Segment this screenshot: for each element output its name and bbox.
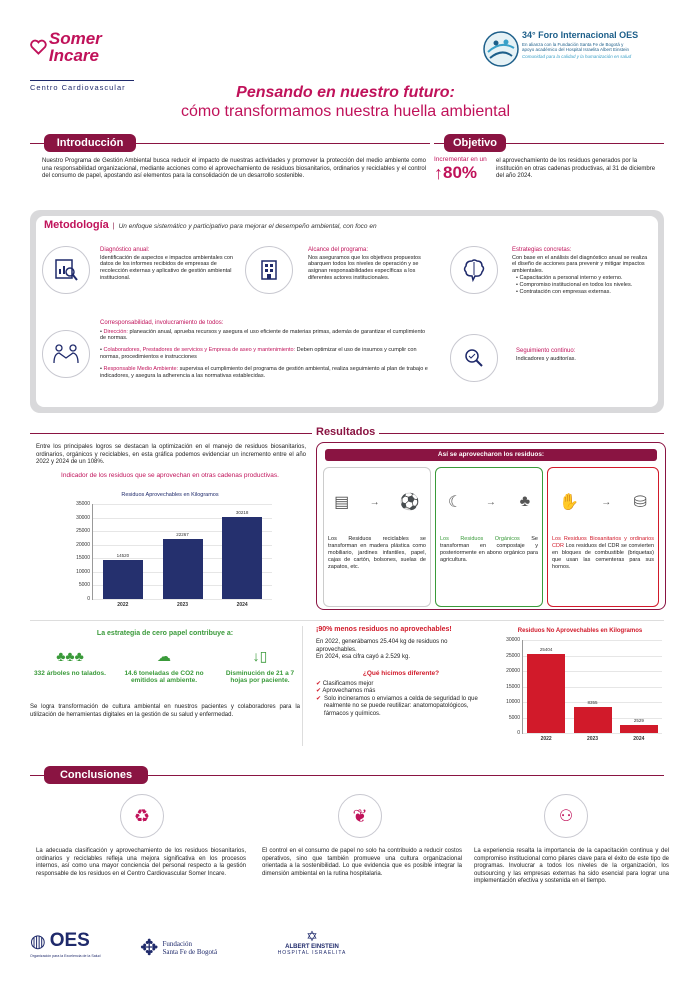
chart-no-aprovechables xyxy=(492,628,668,746)
y-tick-label: 0 xyxy=(87,596,90,602)
chart1-title: Residuos Aprovechables en Kilogramos xyxy=(121,492,219,498)
somer-logo xyxy=(30,29,150,92)
stat-sheets: Disminución de 21 a 7 hojas por paciente. xyxy=(225,670,295,684)
brain-icon xyxy=(450,246,498,294)
oes-globe-icon: ◍ xyxy=(30,931,46,951)
fertilizer-icon: ♣ xyxy=(519,493,531,510)
strat-item: • Contratación con empresas externas. xyxy=(516,288,611,295)
fsfb-logo: ✥ Fundación Santa Fe de Bogotá xyxy=(140,935,218,960)
training-icon: ⚇ xyxy=(544,794,588,838)
objective-text: el aprovechamiento de los residuos generados por la institución en otras cadenas productivas, al 31 de diciembre del año 2024. xyxy=(496,158,656,179)
intro-text: Nuestro Programa de Gestión Ambiental busca reducir el impacto de nuestras actividades y promover la protección del medio ambiente como una responsabilidad organizacional, mediante acciones como el aprovechamiento de residuos biosanitarios, ordinarios y reciclables y el control del consumo de papel, apostando así elementos para la consolidación de un desarrollo sostenible. xyxy=(42,158,426,179)
forum-line1: En alianza con la Fundación Santa Fe de Bogotá y xyxy=(522,42,624,47)
logo-text: Somer Incare xyxy=(48,29,102,65)
banana-icon: ☾ xyxy=(447,494,463,511)
bar-2024 xyxy=(620,725,658,733)
objective-heading: Objetivo xyxy=(444,134,506,152)
globe-icon xyxy=(482,30,520,68)
fsfb-cross-icon: ✥ xyxy=(140,935,159,960)
value-label: 22267 xyxy=(176,531,189,537)
diag-text: Identificación de aspectos e impactos ambientales con datos de los informes recibidos de empresas de recolección externas y aplicativo de gestión ambiental institucional. xyxy=(100,254,233,282)
heart-icon xyxy=(30,39,47,55)
page-title xyxy=(0,84,691,121)
card2-text: Los Residuos Orgánicos Se transforman en compostaje y posteriormente en abono orgánico para agricultura. xyxy=(440,536,538,563)
results-heading: Resultados xyxy=(312,426,379,438)
residue-use-box xyxy=(316,442,666,610)
co-item: • Dirección: planeación anual, aprueba recursos y asegura el uso eficiente de materias primas, además de garantizar el cumplimiento de normas. xyxy=(100,328,426,342)
follow-title: Seguimiento continuo: xyxy=(516,348,576,354)
down-arrow-icon: ↓▯ xyxy=(252,648,268,664)
scope-icon xyxy=(245,246,293,294)
y-tick-label: 10000 xyxy=(76,568,90,575)
gridline xyxy=(93,599,272,600)
y-tick-label: 20000 xyxy=(506,668,520,674)
follow-text: Indicadores y auditorías. xyxy=(516,355,576,362)
strat-item: • Capacitación a personal interno y externo. xyxy=(516,275,623,282)
conclusions-heading: Conclusiones xyxy=(44,766,148,784)
gridline xyxy=(93,504,272,505)
x-tick-label: 2023 xyxy=(176,602,189,608)
value-label: 2529 xyxy=(633,718,644,724)
paper-stats xyxy=(30,648,300,694)
diff-item: ✔ Clasificamos mejor xyxy=(316,680,374,687)
ball-icon: ⚽ xyxy=(399,494,420,511)
x-tick-label: 2023 xyxy=(586,736,599,742)
x-tick-label: 2024 xyxy=(633,736,645,742)
value-label: 8355 xyxy=(587,700,598,706)
logo-subtitle: Centro Cardiovascular xyxy=(30,80,134,92)
intro-section xyxy=(30,134,430,194)
y-tick-label: 25000 xyxy=(76,528,90,535)
check-icon: ✔ xyxy=(316,680,322,687)
einstein-emblem-icon: ✡ xyxy=(306,928,318,944)
scope-title: Alcance del programa: xyxy=(308,247,369,253)
less-title: ¡90% menos residuos no aprovechables! xyxy=(316,626,452,633)
method-heading: Metodología xyxy=(44,219,109,231)
y-tick-label: 0 xyxy=(517,730,520,736)
diag-title: Diagnóstico anual: xyxy=(100,247,150,253)
value-label: 25404 xyxy=(539,647,553,653)
conclusion-2: El control en el consumo de papel no solo ha contribuido a reducir costos operativos, sino que también promueve una cultura organizacional orientada a la sostenibilidad. Lo que evidencia que es posible integrar la dimensión ambiental en la rutina hospitalaria. xyxy=(262,848,462,877)
diagnostic-icon xyxy=(42,246,90,294)
recycle-icon: ♻ xyxy=(120,794,164,838)
bar-2022 xyxy=(103,560,143,599)
arrow-right-icon: → xyxy=(369,496,380,508)
less-text1: En 2022, generábamos 25.404 kg de residuos no aprovechables. xyxy=(316,639,448,653)
trees-icon: ♣♣♣ xyxy=(56,648,84,664)
card1-text: Los Residuos reciclables se transforman en madera plástica como mobiliario, jardines infantiles, papel, cajas de cartón, bolsones, suelas de zapatos, etc. xyxy=(328,536,426,570)
diff-title: ¿Qué hicimos diferente? xyxy=(362,669,440,677)
arrow-right-icon: → xyxy=(601,496,612,508)
y-tick-label: 20000 xyxy=(76,541,90,548)
y-tick-label: 10000 xyxy=(506,699,520,705)
less-text2: En 2024, esa cifra cayó a 2.529 kg. xyxy=(316,654,411,660)
co-item: • Colaboradores, Prestadores de servicios y Empresa de aseo y mantenimiento: Deben optimizar el uso de insumos y cumplir con normas, procedimientos e instrucciones xyxy=(100,347,417,361)
bar-2023 xyxy=(163,539,203,599)
card3-text: Los Residuos Biosanitarios y ordinarios CDR Los residuos del CDR se convierten en bloques de combustible (briquetas) que usan las cementeras para sus hornos. xyxy=(552,536,654,570)
objective-big: 80% xyxy=(443,163,478,182)
y-tick-label: 15000 xyxy=(76,555,90,562)
forum-title: 34° Foro Internacional OES xyxy=(522,30,639,40)
diff-item: ✔ Solo incineramos o enviamos a celda de seguridad lo que realmente no se puede reutilizar: anatomopatológicos, fármacos y químicos. xyxy=(316,695,478,717)
forum-line2: apoyo académico del Hospital Israelita Albert Einstein xyxy=(522,47,630,52)
recyclables-card xyxy=(323,467,431,607)
intro-heading: Introducción xyxy=(44,134,136,152)
value-label: 14520 xyxy=(116,552,130,558)
title-line1: Pensando en nuestro futuro: xyxy=(236,84,455,101)
results-intro: Entre los principales logros se destacan la optimización en el manejo de residuos biosanitarios, ordinarios, orgánicos y reciclables, en esta gráfica podemos evidenciar un incremento entre el año 2022 y 2024 de un 108%. xyxy=(36,444,306,465)
objective-small: Incrementar en un xyxy=(434,156,487,163)
paper-text: Se logra transformación de cultura ambiental en nuestros pacientes y colaboradores para la utilización de herramientas digitales en la gestión de su salud y enfermedad. xyxy=(30,704,300,718)
arrow-right-icon: → xyxy=(485,496,496,508)
chart-aprovechables xyxy=(60,492,280,614)
value-label: 30218 xyxy=(235,509,249,515)
cloud-icon: ☁ xyxy=(157,648,171,664)
y-tick-label: 30000 xyxy=(506,637,520,643)
conclusion-1: La adecuada clasificación y aprovechamiento de los residuos biosanitarios, ordinarios y reciclables refleja una mejora significativa en los procesos internos, así como una mayor conciencia del personal respecto a la gestión responsable de los residuos en el Centro Cardiovascular Somer Incare. xyxy=(36,848,246,877)
einstein-logo: ✡ ALBERT EINSTEIN HOSPITAL ISRAELITA xyxy=(262,928,362,968)
briquettes-icon: ⛁ xyxy=(633,494,647,511)
use-title: Así se aprovecharon los residuos: xyxy=(325,449,657,461)
title-line2: cómo transformamos nuestra huella ambiental xyxy=(180,103,511,120)
y-tick-label: 25000 xyxy=(506,652,520,659)
x-tick-label: 2022 xyxy=(117,602,129,608)
forum-header xyxy=(482,28,682,78)
bar-2023 xyxy=(574,707,612,733)
scope-text: Nos aseguramos que los objetivos propuestos abarquen todos los niveles de operación y se asignan responsabilidades específicas a los diferentes actores institucionales. xyxy=(308,254,421,282)
oes-logo: ◍ OES Organización para la Excelencia de la Salud xyxy=(30,930,101,958)
conclusion-3: La experiencia resalta la importancia de la capacitación continua y del compromiso institucional como pilares clave para el éxito de este tipo de programas. Involucrar a todos los niveles de la organización, los outsourcing y las empresas externas ha sido esencial para lograr una implementación efectiva y sostenida en el tiempo. xyxy=(474,848,669,884)
x-tick-label: 2024 xyxy=(236,602,248,608)
paper-title: La estrategia de cero papel contribuye a: xyxy=(96,630,234,637)
co-item: • Responsable Medio Ambiente: supervisa el cumplimiento del programa de gestión ambiental, realiza seguimiento al plan de trabajo e indicadores, y asegura la adherencia a las normativas establecidas. xyxy=(100,366,428,379)
y-tick-label: 5000 xyxy=(78,582,90,589)
check-icon: ✔ xyxy=(316,688,322,694)
diff-item: ✔ Aprovechamos más xyxy=(316,688,376,694)
y-tick-label: 15000 xyxy=(506,683,520,690)
y-tick-label: 30000 xyxy=(76,514,90,521)
boxes-icon: ▤ xyxy=(334,494,350,511)
gridline xyxy=(523,640,662,641)
co-title: Corresponsabilidad, involucramiento de todos: xyxy=(100,320,224,326)
strat-text: Con base en el análisis del diagnóstico anual se realiza el diseño de acciones para prevenir y mitigar impactos ambientales. xyxy=(512,254,648,275)
leaf-icon: ❦ xyxy=(338,794,382,838)
method-section: Metodología | Un enfoque sistemático y participativo para mejorar el desempeño ambiental, con foco en Diagnóstico anual: Identificación de aspectos e impactos ambientales con datos de los informes recibidos de empresas de recolección externas y aplicativo de gestión ambiental institucional. Alcance del programa: Nos aseguramos que los objetivos propuestos abarquen todos los niveles de operación y se asignan responsabilidades específicas a los diferentes actores institucionales. Estrategias concretas: Con base en el análisis del diagnóstico anual se realiza el diseño de acciones para prevenir y mitigar impactos ambientales. • Capacitación a personal interno y externo. • Compromiso institucional en todos los niveles. • Contratación con empresas externas. Corresponsabilidad, involucramiento de todos: • Dirección: planeación anual, aprueba recursos y asegura el uso eficiente de materias primas, además de garantizar el cumplimiento de normas. • Colaboradores, Prestadores de servicios y Empresa de aseo y mantenimiento: Deben optimizar el uso de insumos y cumplir con normas, procedimientos e instrucciones • Responsable Medio Ambiente: supervisa el cumplimiento del programa de gestión ambiental, realiza seguimiento al plan de trabajo e indicadores, y asegura la adherencia a las normativas establecidas. Seguimiento continuo: Indicadores y auditorías. xyxy=(30,210,664,413)
arrow-up-icon: ↑ xyxy=(434,163,443,183)
x-tick-label: 2022 xyxy=(540,736,552,742)
handshake-icon xyxy=(42,330,90,378)
strat-title: Estrategias concretas: xyxy=(512,247,572,253)
gloves-icon: ✋ xyxy=(559,494,580,511)
forum-tagline: Comunidad para la calidad y la humanización en salud xyxy=(522,54,632,59)
bar-2022 xyxy=(527,654,565,733)
y-tick-label: 5000 xyxy=(508,714,520,721)
magnifier-icon xyxy=(450,334,498,382)
stat-trees: 332 árboles no talados. xyxy=(34,670,106,677)
stat-co2: 14.6 toneladas de CO2 no emitidos al ambiente. xyxy=(124,670,204,684)
y-tick-label: 35000 xyxy=(76,501,90,507)
organic-card xyxy=(435,467,543,607)
biosanitary-card xyxy=(547,467,659,607)
chart2-title: Residuos No Aprovechables en Kilogramos xyxy=(517,628,643,634)
strat-item: • Compromiso institucional en todos los niveles. xyxy=(516,282,633,288)
bar-2024 xyxy=(222,517,262,599)
check-icon: ✔ xyxy=(316,695,322,702)
indicator-title: Indicador de los residuos que se aprovechan en otras cadenas productivas. xyxy=(61,472,279,479)
objective-section xyxy=(434,134,664,194)
gridline xyxy=(523,733,662,734)
method-subtitle: Un enfoque sistemático y participativo para mejorar el desempeño ambiental, con foco en xyxy=(118,223,377,230)
